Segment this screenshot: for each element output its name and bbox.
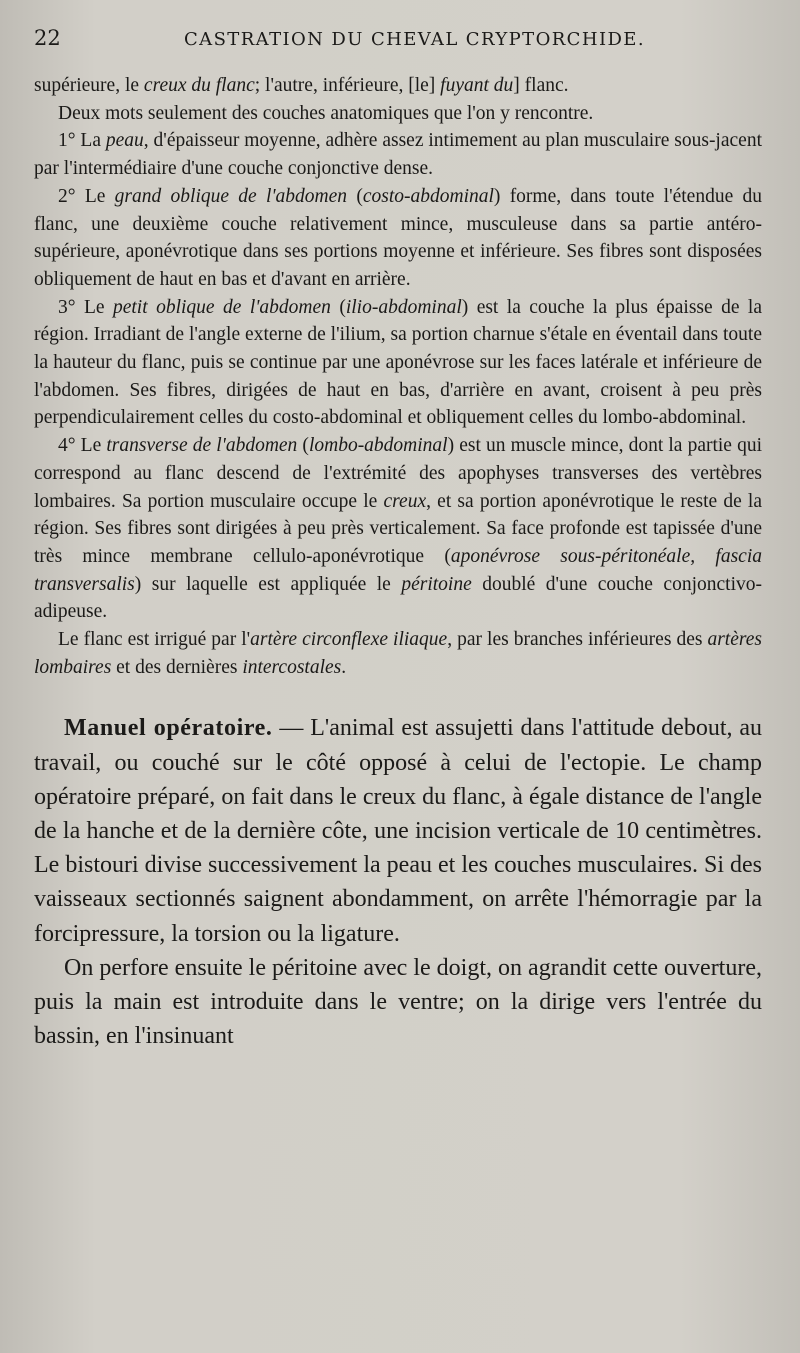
procedure-section	[34, 711, 762, 1053]
paragraph: Deux mots seulement des couches anatomiques que l'on y rencontre.	[58, 102, 594, 124]
section-heading: Manuel opératoire.	[64, 715, 273, 742]
paragraph: supérieure, le creux du flanc; l'autre, inférieure, [le] fuyant du] flanc.	[34, 75, 569, 96]
paragraph-petit-oblique: 3° Le petit oblique de l'abdomen (ilio-abdominal) est la couche la plus épaisse de la région. Irradiant de l'angle externe de l'ilium, sa portion charnue s'étale en éventail dans toute la hauteur du flanc, puis se continue par une aponévrose sur les faces latérale et inférieure de l'abdomen. Ses fibres, dirigées de haut en bas, d'arrière en avant, croisent à peu près perpendiculairement celles du costo-abdominal et obliquement celles du lombo-abdominal.	[34, 296, 763, 429]
anatomy-section	[34, 72, 762, 681]
page-header	[34, 26, 762, 72]
running-title: CASTRATION DU CHEVAL CRYPTORCHIDE.	[184, 29, 645, 50]
paragraph-irrigation: Le flanc est irrigué par l'artère circonflexe iliaque, par les branches inférieures des artères lombaires et des dernières intercostales.	[34, 629, 762, 678]
paragraph: On perfore ensuite le péritoine avec le doigt, on agrandit cette ouverture, puis la main est introduite dans le ventre; on la dirige vers l'entrée du bassin, en l'insinuant	[34, 954, 762, 1050]
page-number: 22	[34, 26, 61, 50]
paragraph-transverse: 4° Le transverse de l'abdomen (lombo-abdominal) est un muscle mince, dont la partie qui correspond au flanc descend de l'extrémité des apophyses transverses des vertèbres lombaires. Sa portion musculaire occupe le creux, et sa portion aponévrotique le reste de la région. Ses fibres sont dirigées à peu près verticalement. Sa face profonde est tapissée d'une très mince membrane cellulo-aponévrotique (aponévrose sous-péritonéale, fascia transversalis) sur laquelle est appliquée le péritoine doublé d'une couche conjonctivo-adipeuse.	[34, 435, 762, 623]
paragraph-grand-oblique: 2° Le grand oblique de l'abdomen (costo-abdominal) forme, dans toute l'étendue du flanc, une deuxième couche relativement mince, musculeuse dans sa partie antéro-supérieure, aponévrotique dans ses portions moyenne et inférieure. Ses fibres sont disposées obliquement de haut en bas et d'avant en arrière.	[34, 185, 763, 290]
paragraph-manuel-operatoire: Manuel opératoire. — L'animal est assujetti dans l'attitude debout, au travail, ou couché sur le côté opposé à celui de l'ectopie. Le champ opératoire préparé, on fait dans le creux du flanc, à égale distance de l'angle de la hanche et de la dernière côte, une incision verticale de 10 centimètres. Le bistouri divise successivement la peau et les couches musculaires. Si des vaisseaux sectionnés saignent abondamment, on arrête l'hémorragie par la forcipressure, la torsion ou la ligature.	[34, 715, 763, 947]
paragraph-skin: 1° La peau, d'épaisseur moyenne, adhère assez intimement au plan musculaire sous-jacent par l'intermédiaire d'une couche conjonctive dense.	[34, 130, 762, 180]
